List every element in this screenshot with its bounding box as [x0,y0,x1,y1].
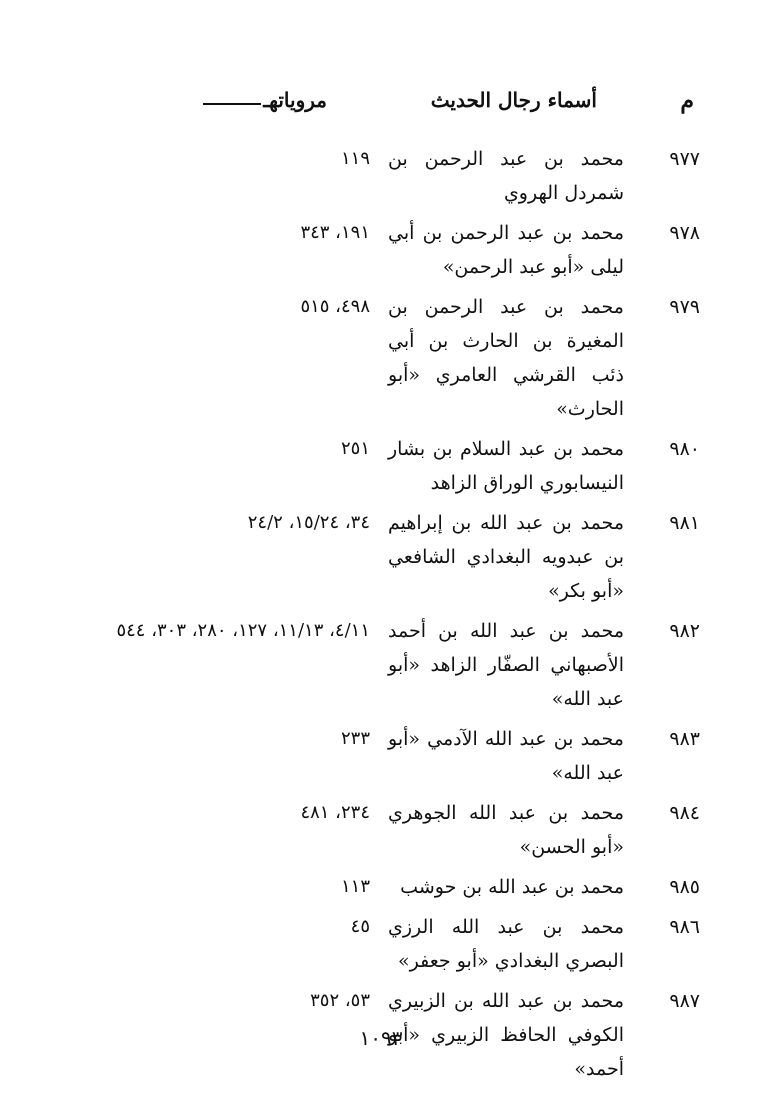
entry-row [0,910,762,978]
entry-name: محمد بن عبد الرحمن بن أبي ليلى «أبو عبد الرحمن» [388,222,624,278]
entry-row [0,722,762,790]
entry-number: ٩٨١ [669,512,700,534]
entry-refs: ٤/١١، ١١/١٣، ١٢٧، ٢٨٠، ٣٠٣، ٥٤٤ [116,620,370,641]
entry-number: ٩٨٠ [669,438,700,460]
entry-row [0,614,762,716]
table-header [0,88,762,122]
header-underline [203,103,261,105]
header-number: م [680,88,694,114]
entry-row [0,432,762,500]
entry-refs: ٣٤، ١٥/٢٤، ٢٤/٢ [247,512,370,533]
entry-number: ٩٨٢ [669,620,700,642]
entry-number: ٩٧٨ [669,222,700,244]
entry-name: محمد بن عبد الله بن الزبيري الكوفي الحافظ الزبيري «أبو أحمد» [388,990,624,1080]
entry-number: ٩٨٣ [669,728,700,750]
entry-row [0,870,762,904]
entry-refs: ٤٩٨، ٥١٥ [300,296,370,317]
entry-row [0,290,762,426]
entry-number: ٩٨٧ [669,990,700,1012]
entry-number: ٩٧٩ [669,296,700,318]
entry-name: محمد بن عبد الرحمن بن شمردل الهروي [388,148,624,204]
entry-refs: ٢٣٤، ٤٨١ [300,802,370,823]
entry-name: محمد بن عبد الله بن أحمد الأصبهاني الصفّار الزاهد «أبو عبد الله» [388,620,624,710]
entry-refs: ٥٣، ٣٥٢ [310,990,370,1011]
entry-name: محمد بن عبد الرحمن بن المغيرة بن الحارث بن أبي ذئب القرشي العامري «أبو الحارث» [388,296,624,420]
entry-number: ٩٨٤ [669,802,700,824]
entry-number: ٩٨٦ [669,916,700,938]
entries-list [0,142,762,1092]
entry-row [0,506,762,608]
entry-refs: ١١٣ [340,876,370,897]
header-narrations-label: مروياتهـ [263,88,327,112]
entry-row [0,216,762,284]
page-number: ١٠٩٣ [359,1026,403,1050]
entry-name: محمد بن عبد الله الآدمي «أبو عبد الله» [388,728,624,784]
entry-row [0,142,762,210]
entry-name: محمد بن عبد الله بن إبراهيم بن عبدويه البغدادي الشافعي «أبو بكر» [388,512,624,602]
entry-row [0,796,762,864]
entry-name: محمد بن عبد السلام بن بشار النيسابوري الوراق الزاهد [388,438,624,494]
entry-name: محمد بن عبد الله الجوهري «أبو الحسن» [388,802,624,858]
entry-refs: ١١٩ [340,148,370,169]
entry-refs: ١٩١، ٣٤٣ [300,222,370,243]
header-narrators: أسماء رجال الحديث [430,88,597,112]
header-narrations [203,88,327,112]
entry-name: محمد بن عبد الله الرزي البصري البغدادي «أبو جعفر» [388,916,624,972]
entry-refs: ٤٥ [350,916,370,937]
entry-refs: ٢٣٣ [340,728,370,749]
entry-number: ٩٨٥ [669,876,700,898]
entry-name: محمد بن عبد الله بن حوشب [400,876,624,898]
entry-number: ٩٧٧ [669,148,700,170]
entry-refs: ٢٥١ [340,438,370,459]
